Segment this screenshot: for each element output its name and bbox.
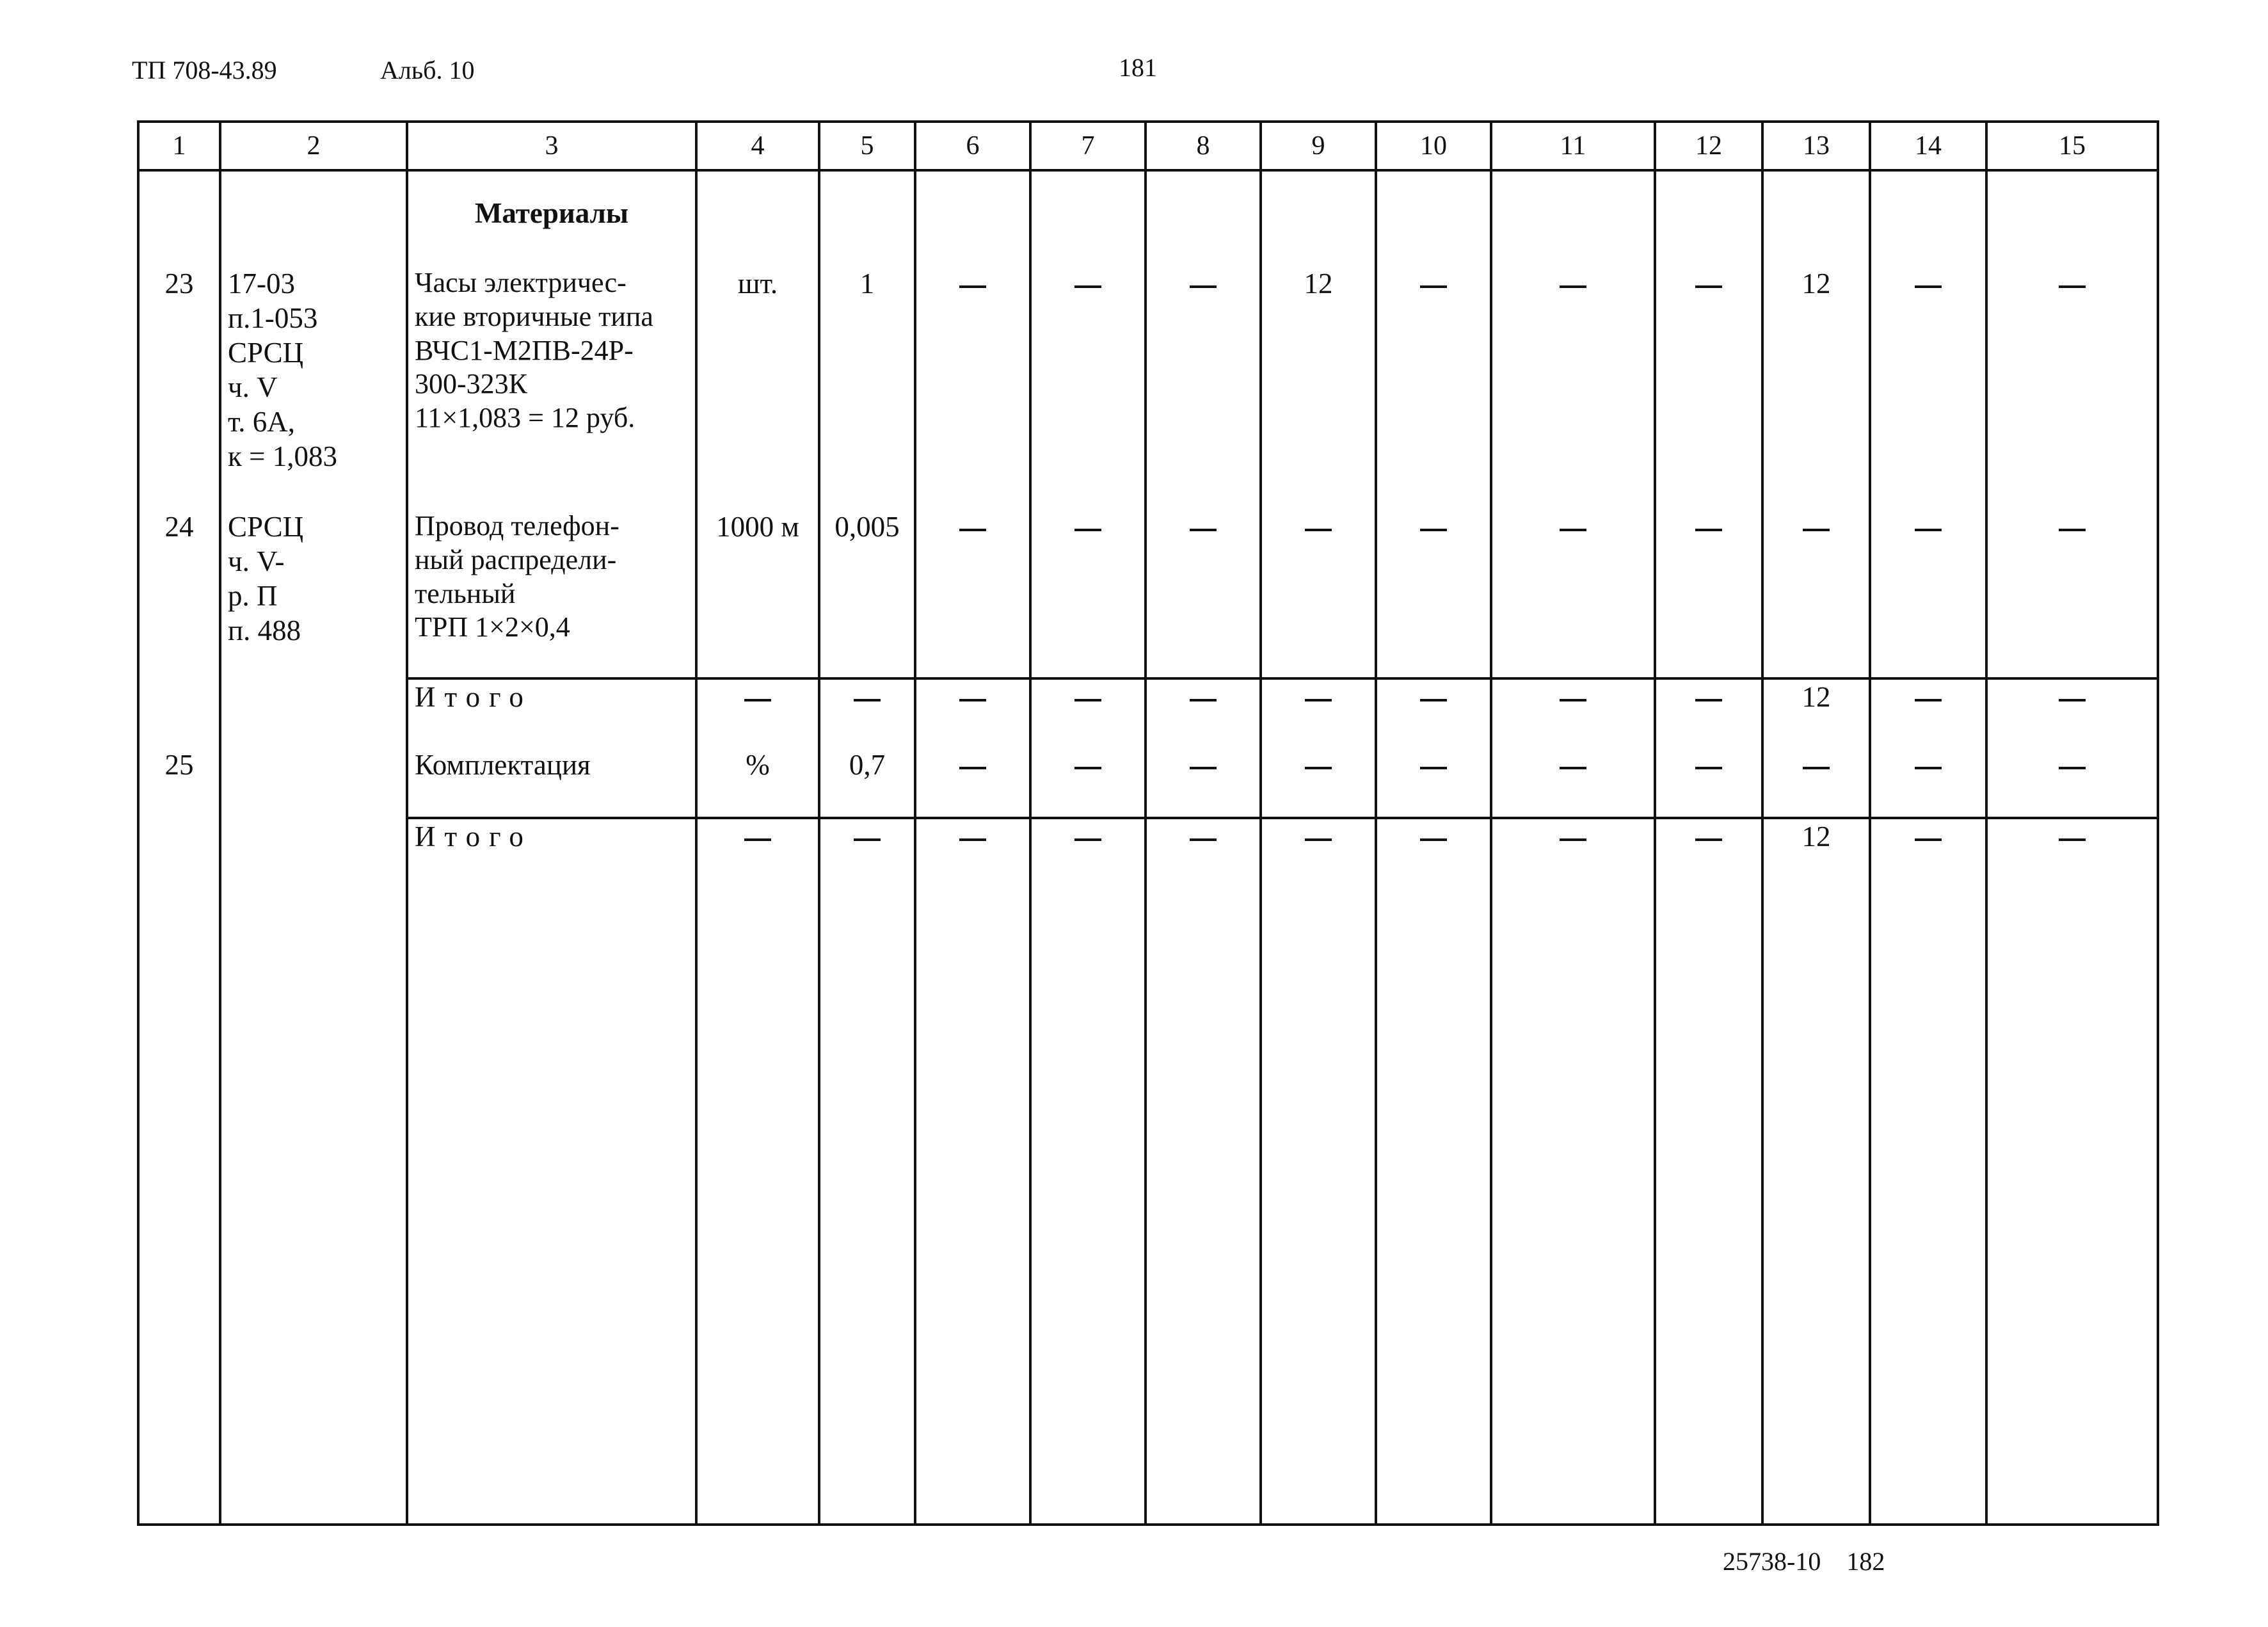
total-row [138, 818, 2158, 1525]
description-line: 11×1,083 = 12 руб. [415, 402, 635, 434]
dash [1695, 767, 1722, 769]
dash [1190, 838, 1217, 841]
dash [2059, 285, 2086, 288]
item-description [407, 509, 696, 678]
reference-line: т. 6А, [228, 406, 296, 438]
column-header: 13 [1762, 122, 1870, 170]
row-number: 23 [138, 266, 220, 509]
dash [1074, 699, 1101, 701]
dash [959, 699, 986, 701]
dash [1305, 767, 1332, 769]
column-header: 7 [1030, 122, 1146, 170]
column-header-row [138, 122, 2158, 170]
row-reference [220, 509, 407, 678]
dash [854, 838, 881, 841]
column-header: 14 [1870, 122, 1986, 170]
dash [959, 767, 986, 769]
row-reference [220, 266, 407, 509]
reference-line: СРСЦ [228, 337, 304, 369]
description-line: Провод телефон- [415, 510, 619, 541]
dash [1190, 767, 1217, 769]
dash [1190, 285, 1217, 288]
section-title: Материалы [407, 170, 696, 266]
column-header: 8 [1146, 122, 1261, 170]
dash [1305, 529, 1332, 531]
dash [2059, 529, 2086, 531]
unit-cell: шт. [696, 266, 819, 509]
quantity-cell: 1 [819, 266, 915, 509]
dash [1915, 699, 1942, 701]
value-cell: 12 [1762, 818, 1870, 1525]
column-header: 4 [696, 122, 819, 170]
dash [2059, 767, 2086, 769]
dash [1915, 838, 1942, 841]
dash [1420, 767, 1447, 769]
dash [959, 838, 986, 841]
dash [1190, 529, 1217, 531]
column-header: 11 [1491, 122, 1655, 170]
value-cell: 12 [1762, 678, 1870, 748]
unit-cell: 1000 м [696, 509, 819, 678]
dash [744, 699, 771, 701]
document-code: ТП 708-43.89 [132, 56, 277, 84]
dash [1915, 285, 1942, 288]
album-number: Альб. 10 [380, 56, 475, 84]
description-line: Часы электричес- [415, 267, 627, 298]
column-header: 15 [1986, 122, 2158, 170]
subtotal-label: Итого [407, 678, 696, 748]
description-line: ТРП 1×2×0,4 [415, 611, 570, 643]
column-header: 10 [1376, 122, 1491, 170]
quantity-cell: 0,005 [819, 509, 915, 678]
reference-line: п. 488 [228, 614, 301, 646]
dash [1074, 838, 1101, 841]
column-header: 2 [220, 122, 407, 170]
table-row [138, 748, 2158, 818]
item-description: Комплектация [407, 748, 696, 818]
value-cell: 12 [1762, 266, 1870, 509]
dash [1305, 838, 1332, 841]
dash [1074, 529, 1101, 531]
dash [2059, 699, 2086, 701]
reference-line: ч. V [228, 371, 278, 403]
dash [1190, 699, 1217, 701]
dash [1560, 285, 1586, 288]
dash [1420, 285, 1447, 288]
unit-cell: % [696, 748, 819, 818]
estimate-table [137, 120, 2159, 1526]
dash [1695, 285, 1722, 288]
reference-line: 17-03 [228, 268, 295, 300]
column-header: 5 [819, 122, 915, 170]
table-row [138, 266, 2158, 509]
footer-code: 25738-10 182 [1723, 1547, 1885, 1576]
dash [1420, 699, 1447, 701]
dash [959, 285, 986, 288]
dash [1074, 285, 1101, 288]
dash [854, 699, 881, 701]
dash [1305, 699, 1332, 701]
reference-line: СРСЦ [228, 511, 304, 543]
dash [1560, 838, 1586, 841]
column-header: 3 [407, 122, 696, 170]
dash [1803, 767, 1830, 769]
dash [1560, 699, 1586, 701]
table-row [138, 509, 2158, 678]
dash [1803, 529, 1830, 531]
total-label: Итого [407, 818, 696, 1525]
description-line: тельный [415, 577, 516, 609]
description-line: кие вторичные типа [415, 300, 653, 332]
dash [1420, 529, 1447, 531]
dash [1560, 529, 1586, 531]
value-cell: 12 [1261, 266, 1376, 509]
dash [2059, 838, 2086, 841]
quantity-cell: 0,7 [819, 748, 915, 818]
column-header: 1 [138, 122, 220, 170]
column-header: 9 [1261, 122, 1376, 170]
description-line: ный распредели- [415, 543, 617, 575]
dash [1695, 838, 1722, 841]
reference-line: ч. V- [228, 545, 285, 577]
description-line: ВЧС1-М2ПВ-24Р- [415, 334, 634, 366]
reference-line: п.1-053 [228, 302, 318, 334]
dash [1915, 767, 1942, 769]
dash [1695, 699, 1722, 701]
description-line: 300-323К [415, 368, 527, 400]
reference-line: к = 1,083 [228, 440, 337, 472]
dash [1695, 529, 1722, 531]
row-number: 24 [138, 509, 220, 678]
reference-line: р. П [228, 580, 278, 612]
item-description [407, 266, 696, 509]
row-number: 25 [138, 748, 220, 818]
column-header: 12 [1655, 122, 1762, 170]
dash [1420, 838, 1447, 841]
section-row [138, 170, 2158, 266]
dash [744, 838, 771, 841]
dash [1915, 529, 1942, 531]
dash [1560, 767, 1586, 769]
page-number: 181 [1119, 53, 1157, 82]
column-header: 6 [915, 122, 1030, 170]
dash [1074, 767, 1101, 769]
dash [959, 529, 986, 531]
subtotal-row [138, 678, 2158, 748]
